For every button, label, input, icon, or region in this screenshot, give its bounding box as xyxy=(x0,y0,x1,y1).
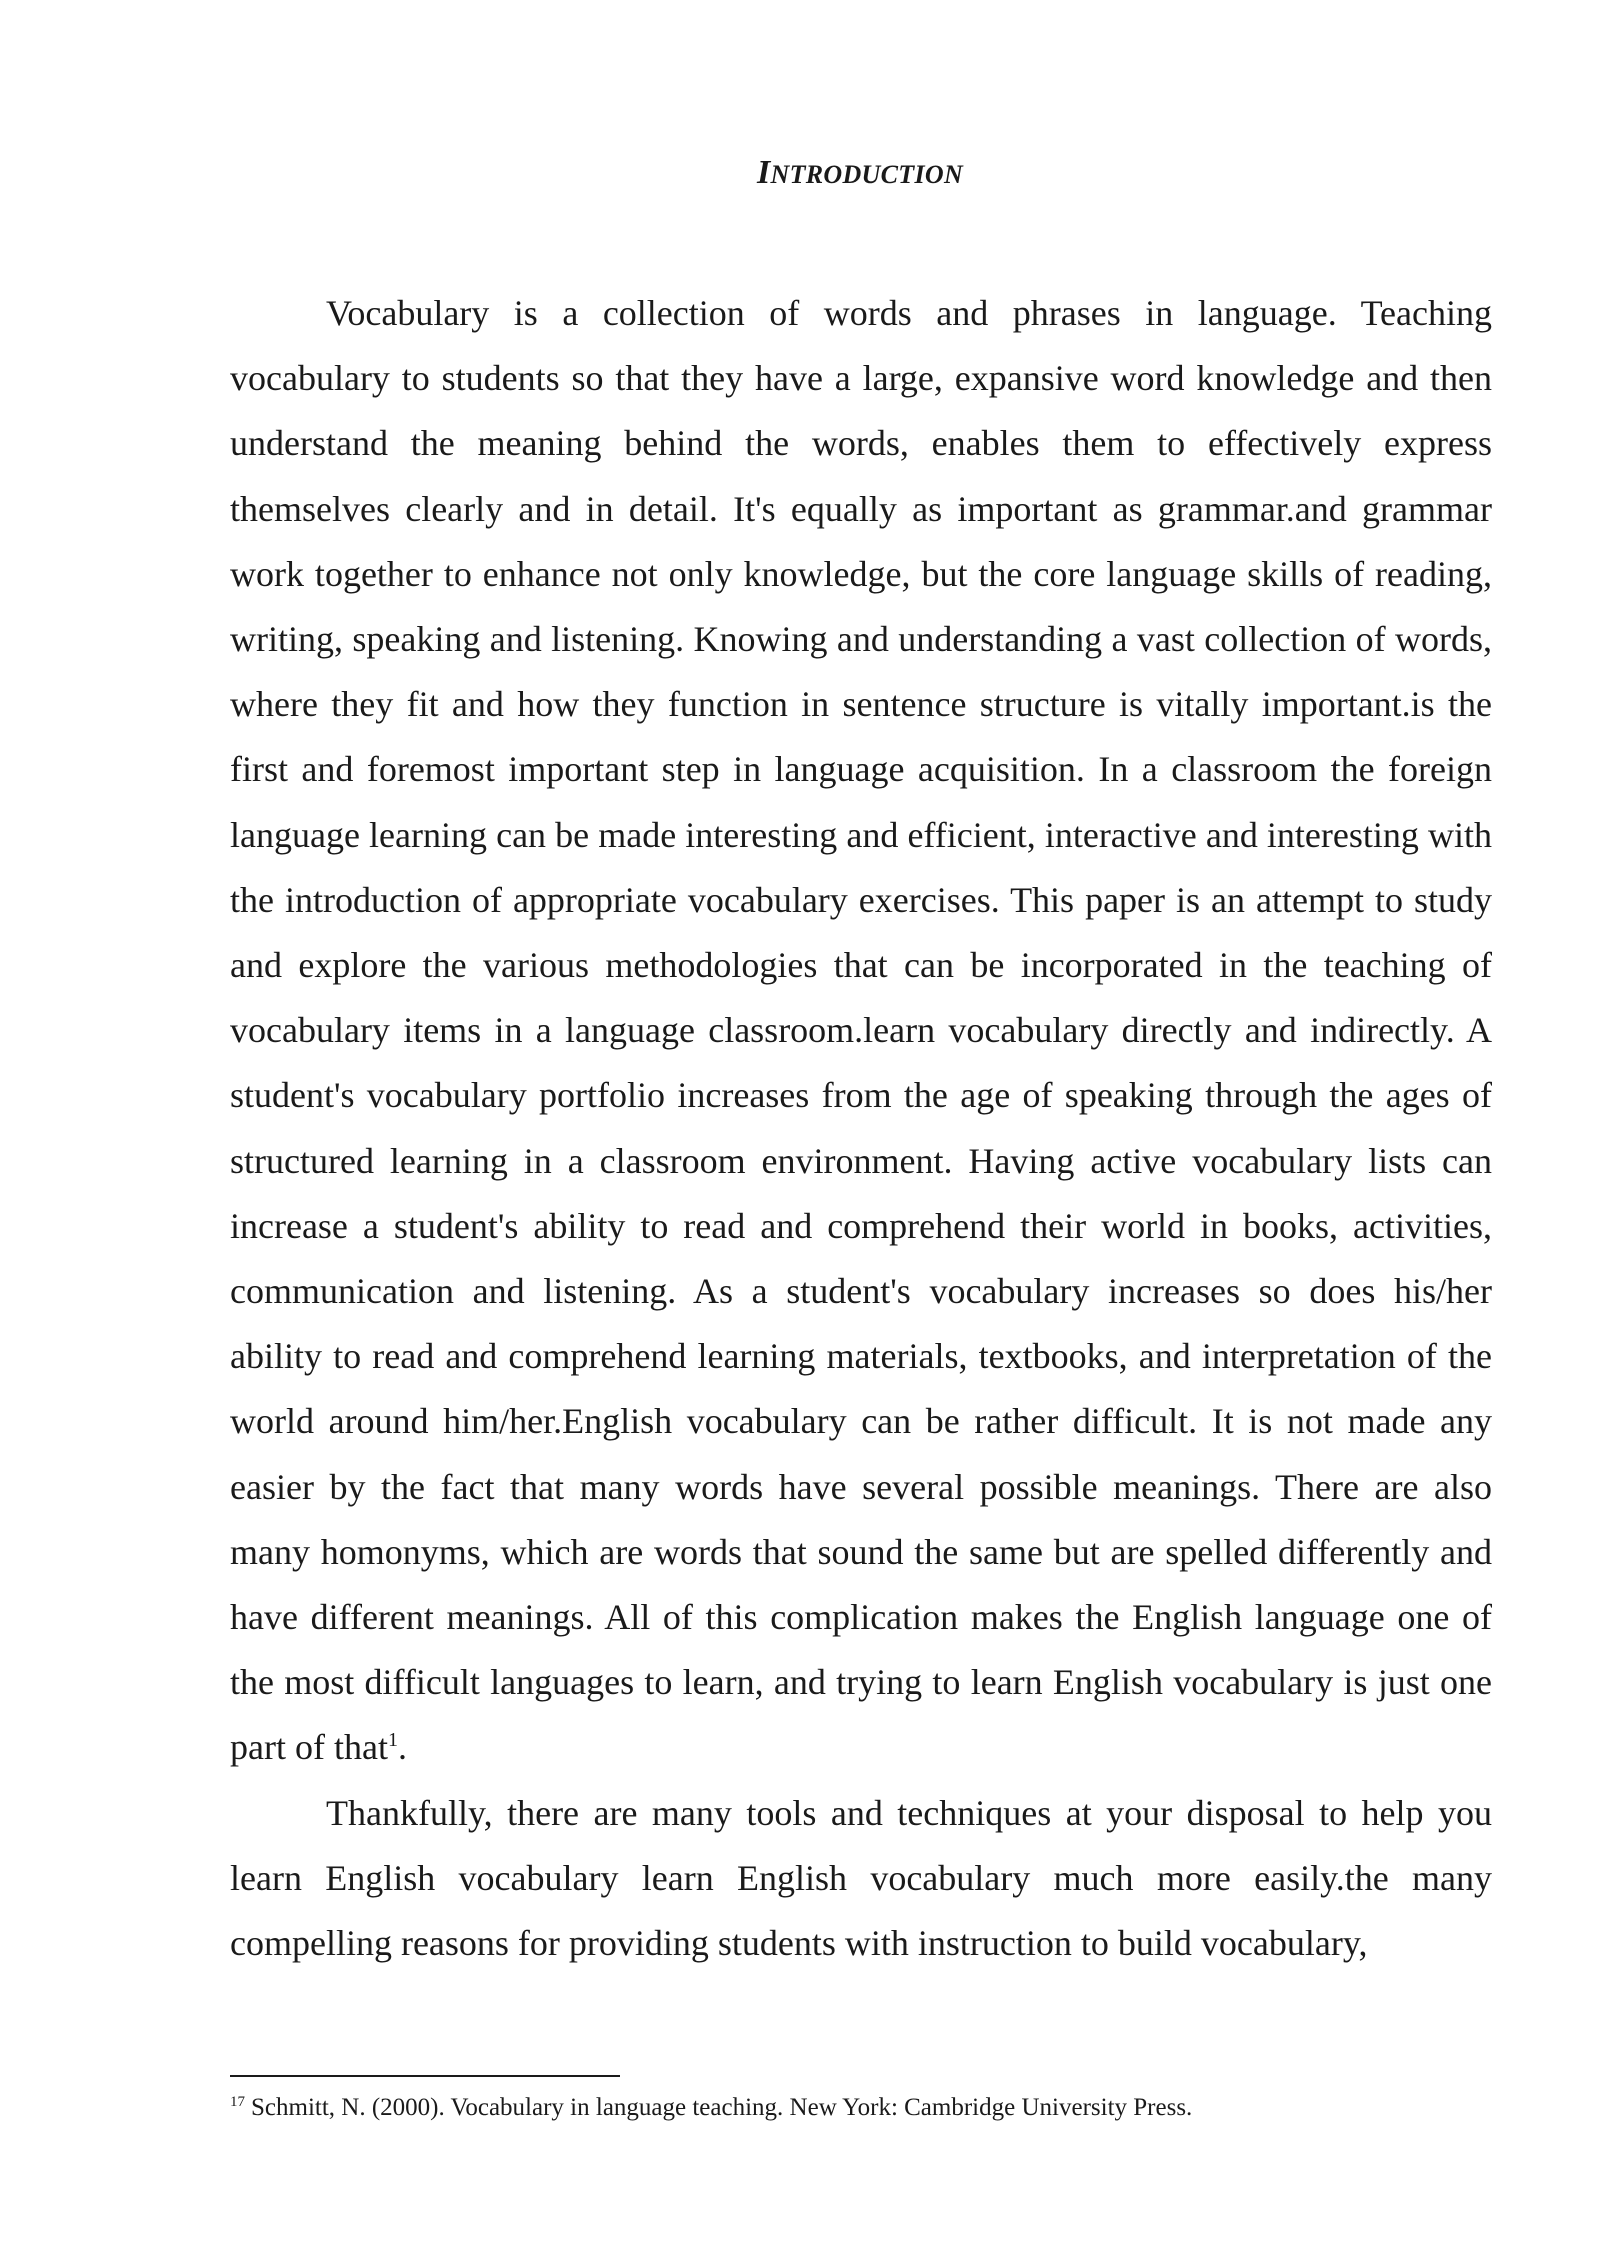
heading-initial: I xyxy=(756,154,771,191)
footnote-text: Schmitt, N. (2000). Vocabulary in language teaching. New York: Cambridge University Press. xyxy=(251,2094,1193,2121)
paragraph-1-text: Vocabulary is a collection of words and phrases in language. Teaching vocabulary to students so that they have a large, expansive word knowledge and then understand the meaning behind the words, enables them to effectively express themselves clearly and in detail. It's equally as important as grammar.and grammar work together to enhance not only knowledge, but the core language skills of reading, writing, speaking and listening. Knowing and understanding a vast collection of words, where they fit and how they function in sentence structure is vitally important.is the first and foremost important step in language acquisition. In a classroom the foreign language learning can be made interesting and efficient, interactive and interesting with the introduction of appropriate vocabulary exercises. This paper is an attempt to study and explore the various methodologies that can be incorporated in the teaching of vocabulary items in a language classroom.learn vocabulary directly and indirectly. A student's vocabulary portfolio increases from the age of speaking through the ages of structured learning in a classroom environment. Having active vocabulary lists can increase a student's ability to read and comprehend their world in books, activities, communication and listening. As a student's vocabulary increases so does his/her ability to read and comprehend learning materials, textbooks, and interpretation of the world around him/her.English vocabulary can be rather difficult. It is not made any easier by the fact that many words have several possible meanings. There are also many homonyms, which are words that sound the same but are spelled differently and have different meanings. All of this complication makes the English language one of the most difficult languages to learn, and trying to learn English vocabulary is just one part of that xyxy=(230,293,1492,1768)
heading-rest: NTRODUCTION xyxy=(770,160,964,189)
footnote-separator xyxy=(230,2075,620,2077)
paragraph-1 xyxy=(230,281,1492,1781)
paragraph-1-end: . xyxy=(397,1727,407,1768)
paragraph-2-text: Thankfully, there are many tools and techniques at your disposal to help you learn English vocabulary learn English vocabulary much more easily.the many compelling reasons for providing students with instruction to build vocabulary, xyxy=(230,1792,1492,1964)
body-text xyxy=(230,281,1492,1976)
footnote-mark: 17 xyxy=(230,2093,245,2110)
footnote xyxy=(230,2092,1492,2124)
section-heading xyxy=(0,154,1600,192)
footnote-reference[interactable]: 1 xyxy=(387,1729,398,1752)
paragraph-2 xyxy=(230,1781,1492,1977)
